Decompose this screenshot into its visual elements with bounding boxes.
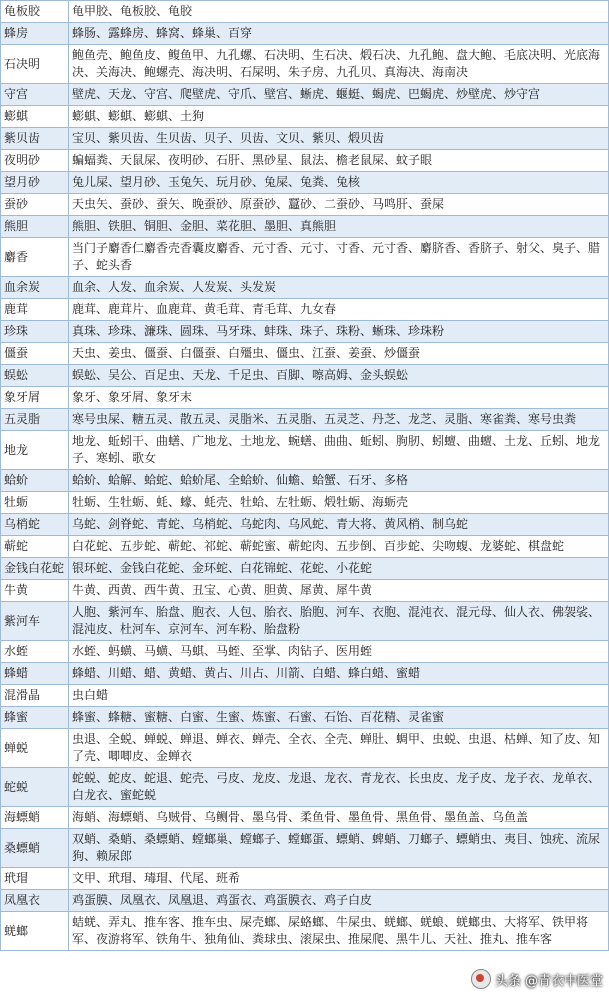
herb-name-cell: 麝香 [1,238,69,277]
table-row [1,514,609,536]
herb-name-cell: 守宫 [1,84,69,106]
table-row [1,194,609,216]
table-row [1,387,609,409]
table-row [1,299,609,321]
table-row [1,470,609,492]
herb-aliases-cell: 地龙、蚯蚓干、曲蟮、广地龙、土地龙、蜿蟮、曲曲、蚯蚓、朐肕、蚓蟺、曲蟺、土龙、丘蚓、地龙子、寒蚓、歌女 [69,431,609,470]
herb-aliases-cell: 鹿茸、鹿茸片、血鹿茸、黄毛茸、青毛茸、九女春 [69,299,609,321]
herb-name-cell: 水蛭 [1,641,69,663]
table-row [1,912,609,951]
herb-aliases-cell: 天虫矢、蚕砂、蚕矢、晚蚕砂、原蚕砂、蠶砂、二蚕砂、马鸣肝、蚕屎 [69,194,609,216]
herb-aliases-cell: 虫退、全蜕、蝉蜕、蝉退、蝉衣、蝉壳、全衣、全壳、蝉肚、蜩甲、虫蜕、虫退、枯蝉、知了皮、知了壳、唧唧皮、金蝉衣 [69,729,609,768]
table-row [1,321,609,343]
herb-aliases-cell: 鸡蛋膜、凤凰衣、凤凰退、鸡蛋衣、鸡蛋膜衣、鸡子白皮 [69,890,609,912]
table-row [1,602,609,641]
herb-name-cell: 牡蛎 [1,492,69,514]
herb-aliases-cell: 血余、人发、血余炭、人发炭、头发炭 [69,277,609,299]
herb-aliases-cell: 真珠、珍珠、濂珠、圆珠、马牙珠、蚌珠、珠子、珠粉、蜥珠、珍珠粉 [69,321,609,343]
herb-name-cell: 海螵蛸 [1,807,69,829]
herb-name-cell: 蕲蛇 [1,536,69,558]
table-row [1,663,609,685]
table-row [1,536,609,558]
herb-aliases-cell: 蜂蜜、蜂糖、蜜糖、白蜜、生蜜、炼蜜、石蜜、石饴、百花精、灵雀蜜 [69,707,609,729]
watermark-text: 头条 @青衣中医堂 [494,973,603,989]
herb-name-cell: 蜣螂 [1,912,69,951]
herb-aliases-cell: 龟甲胶、龟板胶、龟胶 [69,1,609,23]
herb-name-cell: 蜂蜜 [1,707,69,729]
table-row [1,216,609,238]
herb-name-cell: 僵蚕 [1,343,69,365]
herb-aliases-cell: 海蛸、海螵蛸、乌贼骨、乌鲗骨、墨乌骨、柔鱼骨、墨鱼骨、黑鱼骨、墨鱼盖、乌鱼盖 [69,807,609,829]
herb-aliases-cell: 蛤蚧、蛤解、蛤蛇、蛤蚧尾、全蛤蚧、仙蟾、蛤蟹、石牙、多格 [69,470,609,492]
table-row [1,641,609,663]
herb-name-cell: 望月砂 [1,172,69,194]
table-row [1,685,609,707]
table-row [1,707,609,729]
table-row [1,84,609,106]
herb-name-cell: 象牙屑 [1,387,69,409]
herb-name-cell: 牛黄 [1,580,69,602]
herb-aliases-cell: 牛黄、西黄、西牛黄、丑宝、心黄、胆黄、犀黄、犀牛黄 [69,580,609,602]
herb-table-body [1,1,609,951]
herb-name-cell: 蟛蜞 [1,106,69,128]
herb-aliases-cell: 人胞、紫河车、胎盘、胞衣、人包、胎衣、胎胞、河车、衣胞、混沌衣、混元母、仙人衣、佛袈裟、混沌皮、杜河车、京河车、河车粉、胎盘粉 [69,602,609,641]
table-row [1,890,609,912]
herb-name-cell: 龟板胶 [1,1,69,23]
herb-aliases-cell: 宝贝、紫贝齿、生贝齿、贝子、贝齿、文贝、紫贝、煅贝齿 [69,128,609,150]
herb-name-cell: 蛇蜕 [1,768,69,807]
herb-aliases-cell: 天虫、姜虫、僵蚕、白僵蚕、白殭虫、僵虫、江蚕、姜蚕、炒僵蚕 [69,343,609,365]
herb-name-cell: 蜂蜡 [1,663,69,685]
table-row [1,45,609,84]
herb-aliases-cell: 虫白蜡 [69,685,609,707]
herb-name-cell: 混滑晶 [1,685,69,707]
table-row [1,768,609,807]
table-row [1,343,609,365]
herb-aliases-cell: 蝙蝠粪、天鼠屎、夜明砂、石肝、黑砂星、鼠法、檐老鼠屎、蚊子眼 [69,150,609,172]
herb-name-cell: 蚕砂 [1,194,69,216]
table-row [1,1,609,23]
herb-aliases-cell: 蜂蜡、川蜡、蜡、黄蜡、黄占、川占、川箭、白蜡、蜂白蜡、蜜蜡 [69,663,609,685]
table-row [1,868,609,890]
watermark-logo-icon [471,969,491,989]
herb-name-cell: 紫贝齿 [1,128,69,150]
herb-name-cell: 地龙 [1,431,69,470]
herb-name-cell: 夜明砂 [1,150,69,172]
herb-aliases-cell: 兔儿屎、望月砂、玉兔矢、玩月砂、兔屎、兔粪、兔核 [69,172,609,194]
herb-aliases-cell: 银环蛇、金钱白花蛇、金环蛇、白花锦蛇、花蛇、小花蛇 [69,558,609,580]
herb-aliases-cell: 蟛蜞、蟛蜞、蟛蜞、土狗 [69,106,609,128]
herb-name-cell: 五灵脂 [1,409,69,431]
herb-aliases-cell: 文甲、玳瑁、瑇瑁、代尾、班希 [69,868,609,890]
herb-aliases-cell: 熊胆、铁胆、铜胆、金胆、菜花胆、墨胆、真熊胆 [69,216,609,238]
herb-name-cell: 凤凰衣 [1,890,69,912]
table-row [1,409,609,431]
herb-aliases-cell: 双蛸、桑蛸、桑螵蛸、螳螂巢、螳螂子、螳螂蛋、螵蛸、蜱蛸、刀螂子、螵蛸虫、夷目、蚀疣、流尿狗、赖尿郎 [69,829,609,868]
herb-aliases-cell: 壁虎、天龙、守宫、爬壁虎、守爪、壁宫、蜥虎、蝘蜓、蝎虎、巴蝎虎、炒壁虎、炒守宫 [69,84,609,106]
herb-name-cell: 蛤蚧 [1,470,69,492]
herb-aliases-cell: 蜂肠、露蜂房、蜂窝、蜂巢、百穿 [69,23,609,45]
herb-aliases-cell: 鲍鱼壳、鲍鱼皮、鳆鱼甲、九孔螺、石决明、生石决、煅石决、九孔鲍、盘大鲍、毛底决明、光底海决、关海决、鲍螺壳、海决明、石屎明、朱子房、九孔贝、真海决、海南决 [69,45,609,84]
herb-aliases-cell: 蜈蚣、吴公、百足虫、天龙、千足虫、百脚、嚓高姆、金头蜈蚣 [69,365,609,387]
table-row [1,150,609,172]
table-row [1,729,609,768]
herb-aliases-cell: 寒号虫屎、糖五灵、散五灵、灵脂米、五灵脂、五灵芝、丹芝、龙芝、灵脂、寒雀粪、寒号虫粪 [69,409,609,431]
table-row [1,365,609,387]
herb-name-cell: 熊胆 [1,216,69,238]
herb-aliases-cell: 蛣蜣、弄丸、推车客、推车虫、屎壳螂、屎蛒螂、牛屎虫、蜣螂、蜣蜋、蜣螂虫、大将军、铁甲将军、夜游将军、铁角牛、独角仙、粪球虫、滚屎虫、推屎爬、黑牛儿、天社、推丸、推车客 [69,912,609,951]
table-row [1,277,609,299]
table-row [1,23,609,45]
table-row [1,829,609,868]
table-row [1,106,609,128]
herb-aliases-cell: 象牙、象牙屑、象牙末 [69,387,609,409]
herb-name-cell: 鹿茸 [1,299,69,321]
herb-aliases-cell: 乌蛇、剑脊蛇、青蛇、乌梢蛇、乌蛇肉、乌风蛇、青大将、黄风梢、制乌蛇 [69,514,609,536]
herb-name-cell: 金钱白花蛇 [1,558,69,580]
herb-aliases-cell: 当门子麝香仁麝香壳香囊皮麝香、元寸香、元寸、寸香、元寸香、麝脐香、香脐子、射父、臭子、腊子、蛇头香 [69,238,609,277]
table-row [1,431,609,470]
herb-name-cell: 血余炭 [1,277,69,299]
herb-name-cell: 乌梢蛇 [1,514,69,536]
herb-aliases-cell: 白花蛇、五步蛇、蕲蛇、祁蛇、蕲蛇蜜、蕲蛇肉、五步倒、百步蛇、尖吻蝮、龙婆蛇、棋盘蛇 [69,536,609,558]
herb-aliases-cell: 牡蛎、生牡蛎、蚝、蠔、蚝壳、牡蛤、左牡蛎、煅牡蛎、海蛎壳 [69,492,609,514]
herb-name-cell: 蜈蚣 [1,365,69,387]
table-row [1,128,609,150]
herb-aliases-cell: 水蛭、蚂蟥、马蟥、马蜞、马蛭、至掌、肉钻子、医用蛭 [69,641,609,663]
herb-name-cell: 蜂房 [1,23,69,45]
herb-aliases-cell: 蛇蜕、蛇皮、蛇退、蛇壳、弓皮、龙皮、龙退、龙衣、青龙衣、长虫皮、龙子皮、龙子衣、龙单衣、白龙衣、蜜蛇蜕 [69,768,609,807]
table-row [1,238,609,277]
table-row [1,580,609,602]
table-row [1,172,609,194]
herb-name-cell: 蝉蜕 [1,729,69,768]
herb-name-cell: 紫河车 [1,602,69,641]
table-row [1,492,609,514]
watermark [471,969,603,989]
table-row [1,807,609,829]
herb-name-cell: 珍珠 [1,321,69,343]
herb-name-cell: 桑螵蛸 [1,829,69,868]
table-row [1,558,609,580]
herb-name-cell: 石决明 [1,45,69,84]
herb-name-cell: 玳瑁 [1,868,69,890]
